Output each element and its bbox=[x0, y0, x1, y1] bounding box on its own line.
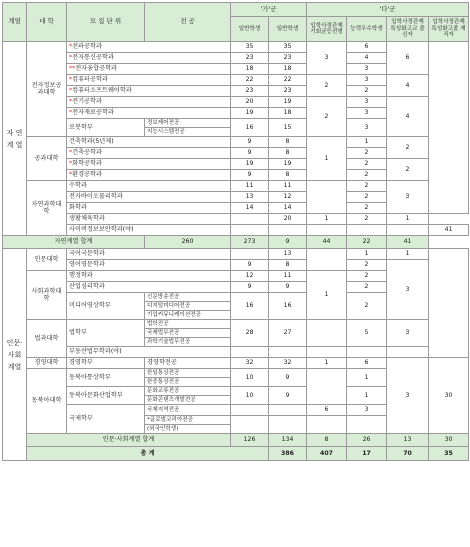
value-cell: 5 bbox=[347, 320, 387, 347]
value-cell: 4 bbox=[387, 97, 429, 137]
major-label: 한일통상전공 bbox=[145, 369, 231, 378]
value-cell: 6 bbox=[347, 358, 387, 369]
unit-label: 법학부 bbox=[67, 320, 145, 347]
total-label: 총 계 bbox=[27, 447, 269, 461]
value-cell: 35 bbox=[269, 42, 307, 53]
major-label: 디지털미디어전공 bbox=[145, 302, 231, 311]
value-cell: 28 bbox=[231, 320, 269, 347]
major-label: 문화콘텐츠개발전공 bbox=[145, 396, 231, 405]
subtotal-cell: 8 bbox=[307, 434, 347, 447]
empty-cell bbox=[307, 369, 347, 405]
major-label: 한중통상전공 bbox=[145, 378, 231, 387]
table-row bbox=[3, 137, 469, 148]
value-cell: 2 bbox=[347, 192, 387, 203]
unit-label: 생활체육학과 bbox=[67, 214, 231, 225]
major-label: (외국인학생) bbox=[145, 425, 231, 434]
unit-label: 부동산법무학과(야) bbox=[67, 347, 231, 358]
total-cell: 17 bbox=[347, 447, 387, 461]
value-cell: 1 bbox=[387, 249, 429, 260]
value-cell: 2 bbox=[387, 159, 429, 181]
unit-label: 국제학부 bbox=[67, 405, 145, 434]
empty-cell bbox=[269, 347, 307, 358]
empty-cell bbox=[231, 416, 269, 434]
value-cell: 12 bbox=[269, 192, 307, 203]
major-label: 정보제어전공 bbox=[145, 119, 231, 128]
empty-cell bbox=[429, 42, 469, 214]
empty-cell bbox=[387, 225, 429, 236]
table-row bbox=[3, 181, 469, 192]
value-cell: 3 bbox=[387, 260, 429, 320]
total-cell: 35 bbox=[429, 447, 469, 461]
header-ipsa-equal: 입학사정관제 기회균등전형 bbox=[307, 17, 347, 42]
unit-label: 동북아통상학부 bbox=[67, 369, 145, 387]
value-cell: 18 bbox=[269, 64, 307, 75]
empty-cell bbox=[307, 249, 347, 271]
category-humanities: 인문·사회계열 bbox=[3, 249, 27, 461]
header-ga-group: '가'군 bbox=[231, 3, 307, 17]
value-cell: 15 bbox=[269, 119, 307, 137]
empty-cell bbox=[231, 347, 269, 358]
value-cell: 2 bbox=[347, 260, 387, 271]
major-label: 지능시스템전공 bbox=[145, 128, 231, 137]
value-cell: 30 bbox=[429, 358, 469, 434]
value-cell: 9 bbox=[231, 137, 269, 148]
value-cell: 6 bbox=[307, 405, 347, 416]
subtotal-cell: 134 bbox=[269, 434, 307, 447]
college-bus: 경영대학 bbox=[27, 358, 67, 369]
header-college: 대 학 bbox=[27, 3, 67, 42]
value-cell: 35 bbox=[231, 42, 269, 53]
value-cell: 2 bbox=[347, 86, 387, 97]
subtotal-cell: 126 bbox=[231, 434, 269, 447]
unit-label: 사이버정보보안학과(야) bbox=[67, 225, 231, 236]
total-cell: 70 bbox=[387, 447, 429, 461]
value-cell: 12 bbox=[231, 271, 269, 282]
mark: * bbox=[69, 171, 73, 179]
value-cell: 6 bbox=[387, 42, 429, 75]
table-row bbox=[3, 249, 469, 260]
table-row bbox=[3, 42, 469, 53]
table-row bbox=[3, 75, 469, 86]
value-cell: 8 bbox=[269, 170, 307, 181]
header-general-2: 일반학생 bbox=[269, 17, 307, 42]
value-cell: 2 bbox=[347, 159, 387, 170]
value-cell: 32 bbox=[269, 358, 307, 369]
value-cell: 9 bbox=[269, 369, 307, 387]
value-cell: 3 bbox=[347, 405, 387, 416]
admission-quota-table bbox=[2, 2, 469, 461]
value-cell: 1 bbox=[347, 137, 387, 148]
major-label: *글로벌코리아전공 bbox=[145, 416, 231, 425]
header-category: 계열 bbox=[3, 3, 27, 42]
header-major: 전 공 bbox=[145, 3, 231, 42]
value-cell: 13 bbox=[231, 192, 269, 203]
value-cell: 3 bbox=[387, 358, 429, 434]
mark: * bbox=[69, 109, 73, 117]
value-cell: 23 bbox=[269, 53, 307, 64]
header-ipsa-worker: 입학사정관제 특성화고졸 재직자 bbox=[429, 17, 469, 42]
value-cell: 2 bbox=[307, 75, 347, 97]
value-cell: 23 bbox=[231, 86, 269, 97]
value-cell: 3 bbox=[347, 97, 387, 108]
value-cell: 23 bbox=[269, 86, 307, 97]
value-cell: 9 bbox=[231, 260, 269, 271]
subtotal-cell: 41 bbox=[387, 236, 429, 249]
unit-label: 영어영문학과 bbox=[67, 260, 231, 271]
unit-label: 산업심리학과 bbox=[67, 282, 231, 293]
unit-label: 전자재료공학과 bbox=[72, 109, 114, 117]
unit-label: 전자융합공학과 bbox=[75, 65, 118, 73]
value-cell: 10 bbox=[231, 387, 269, 405]
college-arch: 공과대학 bbox=[27, 137, 67, 181]
subtotal-cell: 22 bbox=[347, 236, 387, 249]
value-cell: 3 bbox=[347, 64, 387, 75]
value-cell: 9 bbox=[269, 282, 307, 293]
value-cell: 32 bbox=[231, 358, 269, 369]
college-soc: 사회과학대학 bbox=[27, 271, 67, 320]
table-row bbox=[3, 358, 469, 369]
unit-label: 컴퓨터소프트웨어학과 bbox=[72, 87, 132, 95]
value-cell: 16 bbox=[231, 119, 269, 137]
subtotal-cell: 30 bbox=[429, 434, 469, 447]
value-cell: 2 bbox=[347, 271, 387, 282]
value-cell: 19 bbox=[231, 159, 269, 170]
value-cell: 20 bbox=[231, 97, 269, 108]
mark: * bbox=[69, 160, 73, 168]
subtotal-label: 자연계열 합계 bbox=[3, 236, 145, 249]
unit-label: 건축공학과 bbox=[72, 149, 102, 157]
value-cell: 8 bbox=[269, 148, 307, 159]
value-cell: 1 bbox=[347, 369, 387, 387]
empty-cell bbox=[269, 405, 307, 416]
major-label: 신문방송전공 bbox=[145, 293, 231, 302]
empty-cell bbox=[231, 214, 269, 225]
value-cell: 19 bbox=[231, 108, 269, 119]
mark: * bbox=[69, 76, 73, 84]
value-cell: 23 bbox=[231, 53, 269, 64]
value-cell: 10 bbox=[231, 369, 269, 387]
value-cell: 4 bbox=[387, 75, 429, 97]
value-cell: 13 bbox=[269, 249, 307, 260]
value-cell: 8 bbox=[269, 137, 307, 148]
empty-cell bbox=[347, 347, 387, 358]
value-cell: 19 bbox=[269, 97, 307, 108]
value-cell: 9 bbox=[231, 282, 269, 293]
college-dongbuka: 동북아대학 bbox=[27, 369, 67, 434]
unit-label: 동북아문화산업학부 bbox=[67, 387, 145, 405]
empty-cell bbox=[307, 181, 347, 214]
value-cell: 2 bbox=[347, 203, 387, 214]
header-unit: 모 집 단 위 bbox=[67, 3, 145, 42]
value-cell: 18 bbox=[231, 64, 269, 75]
college-sci: 자연과학대학 bbox=[27, 181, 67, 236]
value-cell: 2 bbox=[387, 137, 429, 159]
value-cell: 2 bbox=[307, 97, 347, 137]
value-cell: 18 bbox=[269, 108, 307, 119]
value-cell: 2 bbox=[347, 293, 387, 320]
subtotal-cell: 9 bbox=[269, 236, 307, 249]
subtotal-cell: 260 bbox=[145, 236, 231, 249]
empty-cell bbox=[231, 225, 269, 236]
header-general-1: 일반학생 bbox=[231, 17, 269, 42]
value-cell: 14 bbox=[269, 203, 307, 214]
value-cell: 8 bbox=[269, 260, 307, 271]
value-cell: 19 bbox=[269, 159, 307, 170]
value-cell: 1 bbox=[307, 271, 347, 320]
unit-label: 전자통신공학과 bbox=[72, 54, 114, 62]
major-label: 과학기술법무전공 bbox=[145, 338, 231, 347]
value-cell: 3 bbox=[387, 181, 429, 214]
unit-label: 전파공학과 bbox=[72, 43, 102, 51]
mark: * bbox=[69, 43, 73, 51]
value-cell: 4 bbox=[347, 53, 387, 64]
unit-label: 건축학과(5년제) bbox=[67, 137, 231, 148]
unit-label: 화학과 bbox=[67, 203, 231, 214]
table-row bbox=[3, 159, 469, 170]
major-label: 국제법무전공 bbox=[145, 329, 231, 338]
empty-cell bbox=[307, 416, 347, 434]
major-label: 국제지역전공 bbox=[145, 405, 231, 416]
total-cell: 407 bbox=[307, 447, 347, 461]
college-hum: 인문대학 bbox=[27, 249, 67, 271]
college-eng: 전자정보공과대학 bbox=[27, 42, 67, 137]
value-cell: 2 bbox=[347, 148, 387, 159]
value-cell: 1 bbox=[307, 137, 347, 181]
subtotal-cell: 44 bbox=[307, 236, 347, 249]
empty-cell bbox=[231, 249, 269, 260]
header-ability: 능력우수학생 bbox=[347, 17, 387, 42]
value-cell: 16 bbox=[269, 293, 307, 320]
college-law: 법과대학 bbox=[27, 320, 67, 358]
unit-label: 경영학부 bbox=[67, 358, 145, 369]
subtotal-cell: 26 bbox=[347, 434, 387, 447]
unit-label: 행정학과 bbox=[67, 271, 231, 282]
subtotal-row bbox=[3, 434, 469, 447]
empty-cell bbox=[307, 347, 347, 358]
major-label: 문화교류전공 bbox=[145, 387, 231, 396]
value-cell: 22 bbox=[231, 75, 269, 86]
value-cell: 3 bbox=[307, 42, 347, 75]
major-label: 법학전공 bbox=[145, 320, 231, 329]
value-cell: 14 bbox=[231, 203, 269, 214]
value-cell: 1 bbox=[347, 249, 387, 260]
value-cell: 1 bbox=[307, 358, 347, 369]
table-row bbox=[3, 214, 469, 225]
table-row bbox=[3, 347, 469, 358]
mark: * bbox=[69, 149, 73, 157]
table-row bbox=[3, 225, 469, 236]
subtotal-cell: 13 bbox=[387, 434, 429, 447]
value-cell: 9 bbox=[231, 148, 269, 159]
value-cell: 41 bbox=[429, 225, 469, 236]
header-da-group: '다'군 bbox=[307, 3, 469, 17]
total-row bbox=[3, 447, 469, 461]
empty-cell bbox=[347, 225, 387, 236]
value-cell: 27 bbox=[269, 320, 307, 347]
unit-label: 화학공학과 bbox=[72, 160, 102, 168]
value-cell: 1 bbox=[347, 387, 387, 405]
category-science: 자 연 계 열 bbox=[3, 42, 27, 236]
value-cell: 11 bbox=[231, 181, 269, 192]
unit-label: 수학과 bbox=[67, 181, 231, 192]
value-cell: 6 bbox=[347, 42, 387, 53]
total-cell: 386 bbox=[269, 447, 307, 461]
table-row bbox=[3, 260, 469, 271]
table-row bbox=[3, 320, 469, 329]
unit-label: 로봇학부 bbox=[67, 119, 145, 137]
empty-cell bbox=[387, 347, 429, 358]
value-cell: 11 bbox=[269, 181, 307, 192]
empty-cell bbox=[307, 320, 347, 347]
empty-cell bbox=[231, 405, 269, 416]
major-label: 기업커뮤니케이션전공 bbox=[145, 311, 231, 320]
unit-label: 환경공학과 bbox=[72, 171, 102, 179]
empty-cell bbox=[307, 225, 347, 236]
value-cell: 3 bbox=[387, 320, 429, 347]
mark: ** bbox=[69, 65, 76, 73]
mark: * bbox=[69, 87, 73, 95]
subtotal-row bbox=[3, 236, 469, 249]
major-label: 경영학전공 bbox=[145, 358, 231, 369]
unit-label: 컴퓨터공학과 bbox=[72, 76, 108, 84]
value-cell: 2 bbox=[347, 282, 387, 293]
value-cell: 20 bbox=[269, 214, 307, 225]
value-cell: 3 bbox=[347, 108, 387, 119]
unit-label: 전자바이오물리학과 bbox=[67, 192, 231, 203]
header-ipsa-special: 입학사정관제 특성화고교 출신자 bbox=[387, 17, 429, 42]
empty-cell bbox=[347, 416, 387, 434]
value-cell: 2 bbox=[347, 214, 387, 225]
value-cell: 11 bbox=[269, 271, 307, 282]
value-cell: 2 bbox=[347, 181, 387, 192]
value-cell: 22 bbox=[269, 75, 307, 86]
subtotal-cell: 273 bbox=[231, 236, 269, 249]
unit-label: 국어국문학과 bbox=[67, 249, 231, 260]
value-cell: 1 bbox=[307, 214, 347, 225]
value-cell: 9 bbox=[231, 170, 269, 181]
table-row bbox=[3, 97, 469, 108]
unit-label: 전기공학과 bbox=[72, 98, 102, 106]
value-cell: 1 bbox=[387, 214, 429, 225]
empty-cell bbox=[269, 225, 307, 236]
empty-cell bbox=[429, 249, 469, 358]
mark: * bbox=[69, 98, 73, 106]
value-cell: 9 bbox=[269, 387, 307, 405]
value-cell: 3 bbox=[347, 75, 387, 86]
value-cell: 16 bbox=[231, 293, 269, 320]
unit-label: 미디어영상학부 bbox=[67, 293, 145, 320]
value-cell: 3 bbox=[347, 119, 387, 137]
subtotal-label: 인문·사회계열 합계 bbox=[27, 434, 231, 447]
empty-cell bbox=[269, 416, 307, 434]
mark: * bbox=[69, 54, 73, 62]
value-cell: 2 bbox=[347, 170, 387, 181]
